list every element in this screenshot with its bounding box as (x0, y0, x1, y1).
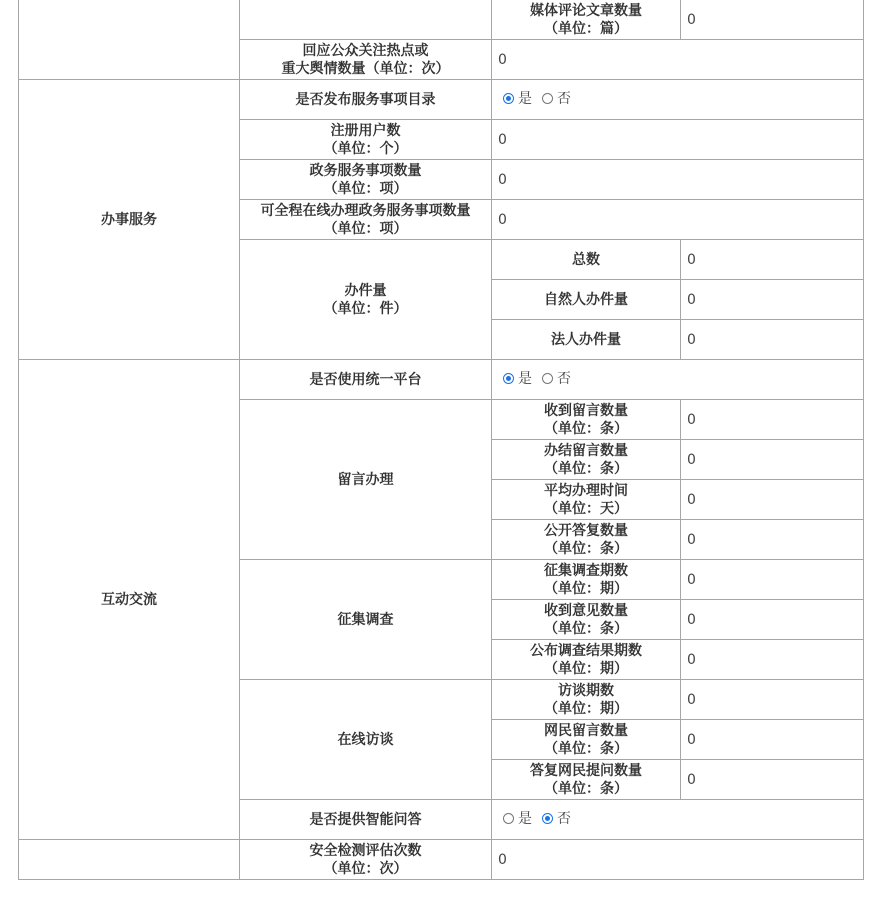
catalog-radio-yes[interactable] (503, 93, 514, 104)
radio-label-no: 否 (557, 370, 571, 387)
label-text: 收到意见数量 (544, 602, 628, 619)
msg-avg-time-label (492, 480, 681, 520)
interview-label: 在线访谈 (240, 680, 492, 800)
interview-periods-value[interactable]: 0 (681, 680, 864, 720)
survey-opinions-value[interactable]: 0 (681, 600, 864, 640)
assessments-value[interactable]: 0 (492, 840, 864, 880)
label-text: 办件量 (344, 282, 387, 299)
hotspot-value[interactable]: 0 (492, 40, 864, 80)
interview-netizen-msgs-label (492, 720, 681, 760)
catalog-radio-cell (492, 80, 864, 120)
unit-text: （单位：件） (323, 300, 408, 317)
table-row (19, 840, 864, 880)
radio-label-yes: 是 (518, 810, 532, 827)
msg-handled-label (492, 440, 681, 480)
platform-radio-group (498, 370, 577, 388)
label-text: 平均办理时间 (544, 482, 628, 499)
table-row (19, 360, 864, 400)
volume-legal-label: 法人办件量 (492, 320, 681, 360)
radio-label-no: 否 (557, 810, 571, 827)
smart-qa-radio-group (498, 810, 577, 828)
label-text: 安全检测评估次数 (309, 842, 422, 859)
label-text: 征集调查期数 (544, 562, 628, 579)
interview-answered-value[interactable]: 0 (681, 760, 864, 800)
survey-periods-label (492, 560, 681, 600)
catalog-radio-group (498, 90, 577, 108)
survey-periods-value[interactable]: 0 (681, 560, 864, 600)
label-text: 答复网民提问数量 (530, 762, 642, 779)
volume-legal-value[interactable]: 0 (681, 320, 864, 360)
survey-results-value[interactable]: 0 (681, 640, 864, 680)
label-text: 注册用户数 (330, 122, 401, 139)
media-comment-value[interactable]: 0 (681, 0, 864, 40)
table-row (19, 0, 864, 40)
unit-text: （单位：条） (544, 740, 628, 757)
online-items-label (240, 200, 492, 240)
interview-answered-label (492, 760, 681, 800)
label-text: 收到留言数量 (544, 402, 628, 419)
smart-qa-label: 是否提供智能问答 (240, 800, 492, 840)
interview-periods-label (492, 680, 681, 720)
label-text: 网民留言数量 (544, 722, 628, 739)
survey-results-label (492, 640, 681, 680)
service-items-label (240, 160, 492, 200)
platform-radio-no[interactable] (542, 373, 553, 384)
platform-radio-cell (492, 360, 864, 400)
label-text: 公开答复数量 (544, 522, 628, 539)
online-items-value[interactable]: 0 (492, 200, 864, 240)
assessments-label (240, 840, 492, 880)
msg-avg-time-value[interactable]: 0 (681, 480, 864, 520)
radio-label-no: 否 (557, 90, 571, 107)
unit-text: （单位：项） (323, 180, 408, 197)
category-interaction: 互动交流 (19, 360, 240, 840)
msg-public-replies-label (492, 520, 681, 560)
unit-text: （单位：期） (544, 700, 628, 717)
volume-total-value[interactable]: 0 (681, 240, 864, 280)
users-label (240, 120, 492, 160)
label-text: 政务服务事项数量 (309, 162, 422, 179)
label-text: 办结留言数量 (544, 442, 628, 459)
volume-label (240, 240, 492, 360)
survey-opinions-label (492, 600, 681, 640)
volume-natural-label: 自然人办件量 (492, 280, 681, 320)
statistics-table (18, 0, 864, 880)
unit-text: （单位：期） (544, 580, 628, 597)
unit-text: （单位：篇） (544, 20, 628, 37)
survey-label: 征集调查 (240, 560, 492, 680)
users-value[interactable]: 0 (492, 120, 864, 160)
unit-text: （单位：条） (544, 460, 628, 477)
unit-text: （单位：个） (323, 140, 408, 157)
service-items-value[interactable]: 0 (492, 160, 864, 200)
volume-natural-value[interactable]: 0 (681, 280, 864, 320)
unit-text: （单位：次） (323, 860, 408, 877)
volume-total-label: 总数 (492, 240, 681, 280)
catalog-label: 是否发布服务事项目录 (240, 80, 492, 120)
msg-received-value[interactable]: 0 (681, 400, 864, 440)
catalog-radio-no[interactable] (542, 93, 553, 104)
messages-label: 留言办理 (240, 400, 492, 560)
platform-radio-yes[interactable] (503, 373, 514, 384)
radio-label-yes: 是 (518, 90, 532, 107)
label-text: 媒体评论文章数量 (530, 2, 642, 19)
unit-text: （单位：条） (544, 420, 628, 437)
unit-text: （单位：天） (544, 500, 628, 517)
unit-text: （单位：期） (544, 660, 628, 677)
label-text: 公布调查结果期数 (530, 642, 642, 659)
unit-text: （单位：条） (544, 540, 628, 557)
media-comment-label (492, 0, 681, 40)
category-cell-empty (19, 0, 240, 80)
smart-qa-radio-cell (492, 800, 864, 840)
platform-label: 是否使用统一平台 (240, 360, 492, 400)
msg-received-label (492, 400, 681, 440)
unit-text: （单位：项） (323, 220, 408, 237)
radio-label-yes: 是 (518, 370, 532, 387)
smart-qa-radio-yes[interactable] (503, 813, 514, 824)
category-security (19, 840, 240, 880)
unit-text: （单位：条） (544, 780, 628, 797)
msg-handled-value[interactable]: 0 (681, 440, 864, 480)
unit-text: （单位：条） (544, 620, 628, 637)
smart-qa-radio-no[interactable] (542, 813, 553, 824)
label-text: 回应公众关注热点或 (302, 42, 429, 59)
msg-public-replies-value[interactable]: 0 (681, 520, 864, 560)
category-service: 办事服务 (19, 80, 240, 360)
item-cell-empty (240, 0, 492, 40)
table-row (19, 80, 864, 120)
interview-netizen-msgs-value[interactable]: 0 (681, 720, 864, 760)
hotspot-label (240, 40, 492, 80)
label-text: 访谈期数 (558, 682, 614, 699)
unit-text: 重大舆情数量（单位：次） (281, 60, 450, 77)
label-text: 可全程在线办理政务服务事项数量 (260, 202, 471, 219)
